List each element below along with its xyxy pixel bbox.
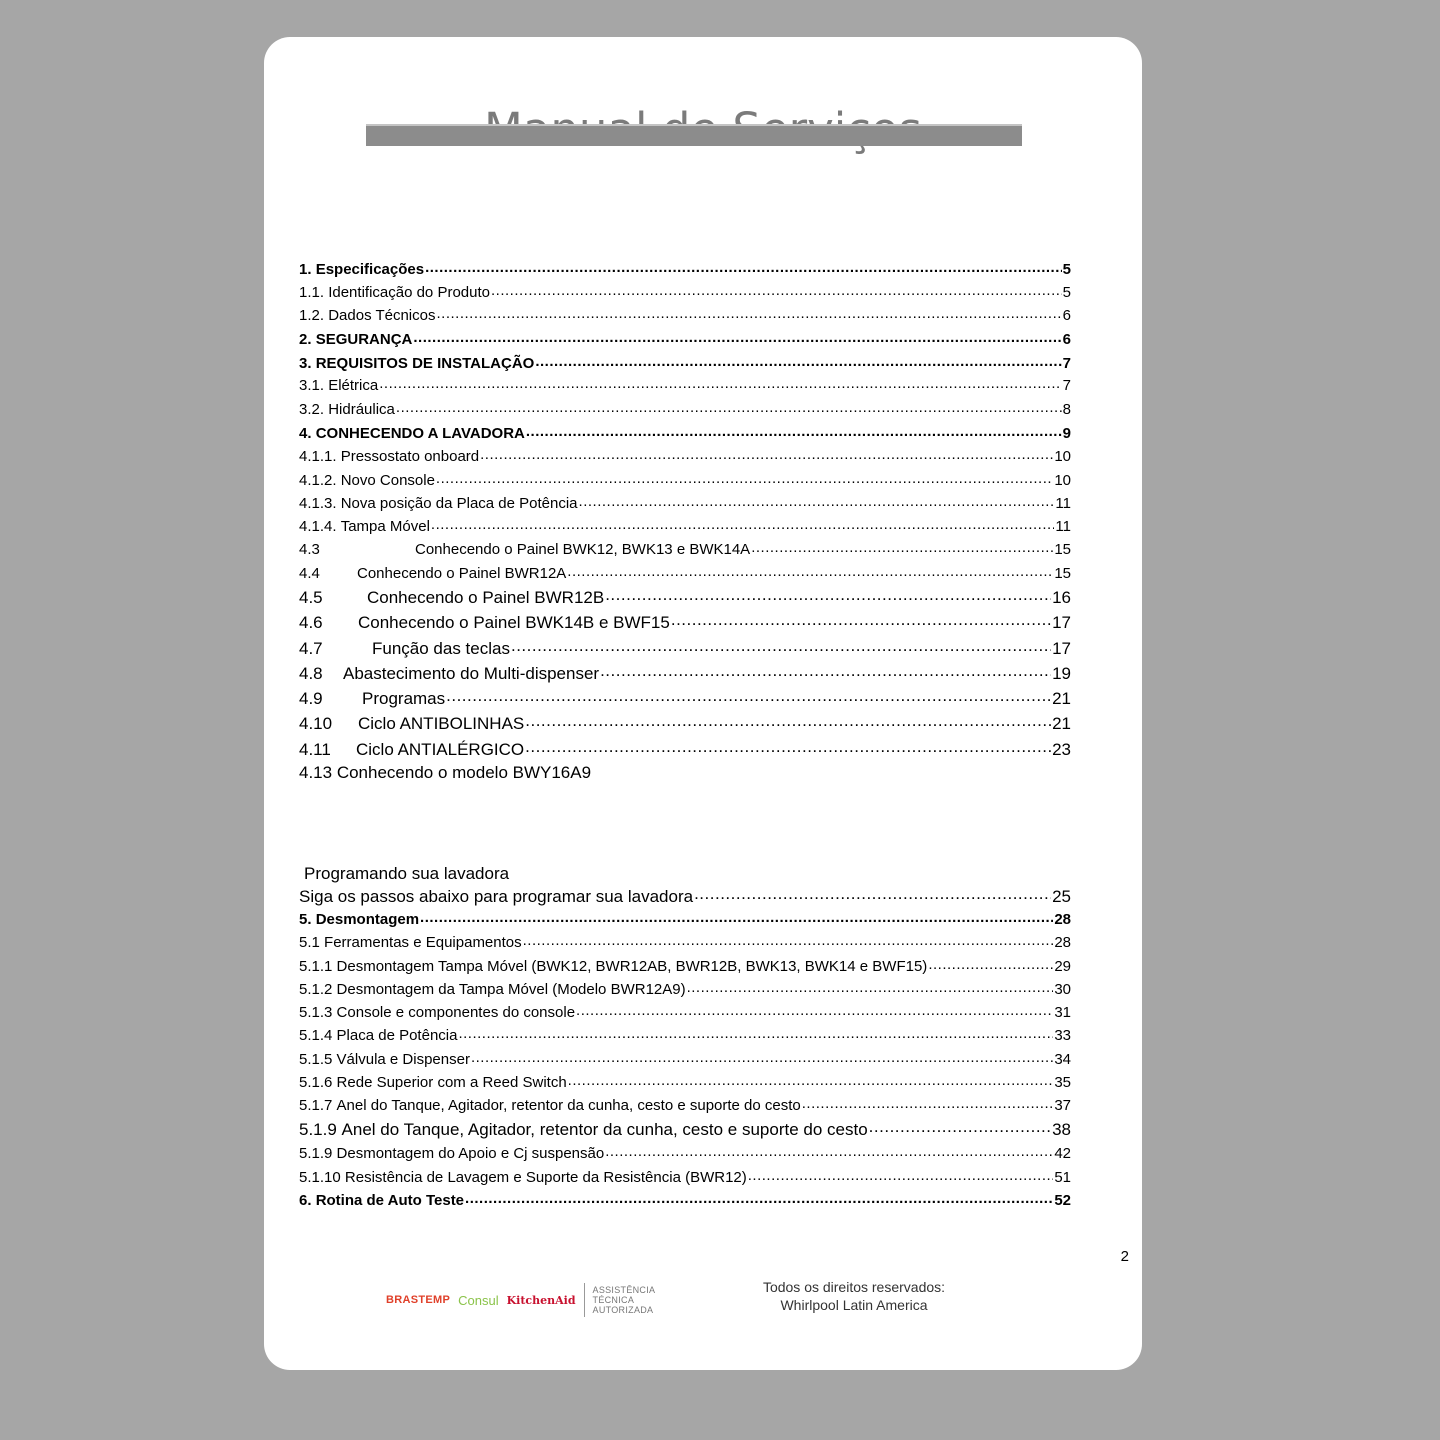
toc-entry[interactable]: [299, 611, 1071, 633]
toc-entry-number: 4.11: [299, 740, 331, 759]
dot-leader: [928, 956, 1053, 971]
toc-entry-number: 5.1.10: [299, 1169, 341, 1186]
dot-leader: [523, 932, 1054, 947]
toc-entry-page: 11: [1055, 495, 1071, 512]
toc-entry-number: 5.1.2: [299, 981, 333, 998]
toc-entry[interactable]: [299, 1167, 1071, 1186]
dot-leader: [694, 885, 1051, 902]
toc-entry-page: 31: [1054, 1004, 1071, 1021]
title-underline-bar: [366, 124, 1022, 146]
toc-entry-page: 19: [1052, 664, 1071, 683]
toc-entry-page: 21: [1052, 689, 1071, 708]
toc-entry-title: SEGURANÇA: [315, 331, 413, 348]
dot-leader: [446, 687, 1051, 704]
toc-entry-number: 1.2.: [299, 307, 325, 324]
dot-leader: [567, 563, 1053, 578]
toc-entry-number: 3.1.: [299, 377, 325, 394]
toc-entry-page: 15: [1054, 541, 1071, 558]
copyright-notice: [744, 1278, 964, 1314]
toc-entry-number: 4.1.4.: [299, 518, 337, 535]
toc-entry-page: 28: [1054, 934, 1071, 951]
toc-entry-number: 4.4: [299, 565, 320, 582]
dot-leader: [526, 423, 1062, 438]
section-heading: Programando sua lavadora: [304, 864, 510, 883]
toc-entry-page: 6: [1062, 307, 1071, 324]
dot-leader: [576, 1002, 1053, 1017]
toc-entry[interactable]: [299, 1025, 1071, 1044]
toc-entry-page: 9: [1062, 425, 1071, 442]
toc-entry-title: Tampa Móvel: [340, 518, 430, 535]
toc-entry-number: 5.1.7: [299, 1097, 333, 1114]
toc-entry[interactable]: [299, 687, 1071, 709]
toc-entry-number: 4.5: [299, 588, 323, 607]
toc-entry-title: Conhecendo o Painel BWK12, BWK13 e BWK14A: [415, 541, 751, 558]
toc-entry[interactable]: [299, 539, 1071, 558]
toc-entry-number: 4.3: [299, 541, 320, 558]
toc-entry[interactable]: [299, 1049, 1071, 1068]
dot-leader: [511, 637, 1051, 654]
toc-entry-page: 30: [1054, 981, 1071, 998]
dot-leader: [605, 1143, 1053, 1158]
toc-entry-title: Desmontagem: [315, 911, 420, 928]
dot-leader: [471, 1049, 1053, 1064]
toc-entry-page: 17: [1052, 639, 1071, 658]
toc-entry-title: Siga os passos abaixo para programar sua lavadora: [299, 887, 694, 906]
toc-entry-title: REQUISITOS DE INSTALAÇÃO: [315, 355, 535, 372]
toc-entry-page: 52: [1054, 1192, 1071, 1209]
toc-entry-number: 5.1: [299, 934, 320, 951]
dot-leader: [748, 1167, 1054, 1182]
toc-entry-title: Anel do Tanque, Agitador, retentor da cunha, cesto e suporte do cesto: [341, 1120, 868, 1139]
toc-entry-number: 4.1.3.: [299, 495, 337, 512]
toc-entry[interactable]: [299, 956, 1071, 975]
page-number: 2: [1120, 1248, 1129, 1265]
toc-entry-number: 4.8: [299, 664, 323, 683]
toc-entry-title: Hidráulica: [328, 401, 395, 418]
dot-leader: [480, 446, 1053, 461]
dot-leader: [751, 539, 1053, 554]
toc-entry-page: 34: [1054, 1051, 1071, 1068]
toc-entry-title: Conhecendo o Painel BWR12A: [357, 565, 567, 582]
toc-entry-page: 23: [1052, 740, 1071, 759]
toc-entry-title: Abastecimento do Multi-dispenser: [343, 664, 600, 683]
toc-entry-number: 5.1.5: [299, 1051, 333, 1068]
toc-entry[interactable]: [299, 763, 591, 783]
toc-entry[interactable]: [299, 979, 1071, 998]
toc-entry-title: Pressostato onboard: [340, 448, 480, 465]
toc-entry-page: 28: [1054, 911, 1071, 928]
assistance-line: TÉCNICA: [592, 1295, 635, 1305]
toc-entry[interactable]: [299, 423, 1071, 442]
toc-entry-number: 5.1.9: [299, 1120, 337, 1139]
toc-entry[interactable]: [299, 399, 1071, 418]
toc-entry-number: 5.1.9: [299, 1145, 333, 1162]
kitchenaid-logo: KitchenAid: [506, 1293, 576, 1307]
toc-entry[interactable]: [299, 738, 1071, 760]
toc-entry-title: Desmontagem Tampa Móvel (BWK12, BWR12AB, BWR12B, BWK13, BWK14 e BWF15): [336, 958, 928, 975]
dot-leader: [491, 282, 1062, 297]
toc-entry-page: 6: [1062, 331, 1071, 348]
dot-leader: [431, 516, 1055, 531]
toc-entry-title: Resistência de Lavagem e Suporte da Resistência (BWR12): [344, 1169, 747, 1186]
toc-entry[interactable]: [299, 329, 1071, 348]
toc-entry[interactable]: [299, 516, 1071, 535]
dot-leader: [579, 493, 1055, 508]
assistance-line: ASSISTÊNCIA: [592, 1285, 656, 1295]
toc-entry-title: Conhecendo o Painel BWK14B e BWF15: [358, 613, 670, 632]
toc-entry-page: 42: [1054, 1145, 1071, 1162]
dot-leader: [802, 1095, 1054, 1110]
toc-entry-title: Ferramentas e Equipamentos: [324, 934, 522, 951]
toc-entry-title: CONHECENDO A LAVADORA: [315, 425, 525, 442]
toc-entry-page: 16: [1052, 588, 1071, 607]
toc-entry-page: 33: [1054, 1027, 1071, 1044]
dot-leader: [525, 712, 1051, 729]
toc-entry[interactable]: [299, 909, 1071, 928]
toc-entry-number: 5.1.4: [299, 1027, 333, 1044]
assistance-line: AUTORIZADA: [592, 1305, 654, 1315]
toc-entry[interactable]: [299, 1072, 1071, 1091]
toc-entry-page: 51: [1054, 1169, 1071, 1186]
dot-leader: [605, 586, 1051, 603]
dot-leader: [869, 1118, 1051, 1135]
toc-entry-page: 21: [1052, 714, 1071, 733]
toc-entry[interactable]: [299, 563, 1071, 582]
toc-entry-number: 1.1.: [299, 284, 325, 301]
toc-entry-page: 29: [1054, 958, 1071, 975]
toc-entry[interactable]: [299, 932, 1071, 951]
dot-leader: [525, 738, 1051, 755]
toc-entry-number: 4.6: [299, 613, 323, 632]
toc-entry-number: 4.1.1.: [299, 448, 337, 465]
logo-divider: [584, 1283, 585, 1317]
toc-entry-title: Nova posição da Placa de Potência: [340, 495, 578, 512]
toc-entry-page: 15: [1054, 565, 1071, 582]
toc-entry[interactable]: [299, 353, 1071, 372]
toc-entry[interactable]: [299, 662, 1071, 684]
toc-entry-title: Programas: [362, 689, 446, 708]
toc-entry-title: Anel do Tanque, Agitador, retentor da cunha, cesto e suporte do cesto: [336, 1097, 801, 1114]
toc-entry[interactable]: [299, 885, 1071, 907]
toc-entry-title: Ciclo ANTIBOLINHAS: [358, 714, 525, 733]
dot-leader: [465, 1190, 1053, 1205]
toc-entry-page: 5: [1062, 261, 1071, 278]
dot-leader: [436, 305, 1061, 320]
dot-leader: [687, 979, 1054, 994]
toc-entry[interactable]: [299, 470, 1071, 489]
document-page: [264, 37, 1142, 1370]
toc-entry-number: 6.: [299, 1192, 312, 1209]
copyright-line: Whirlpool Latin America: [780, 1297, 928, 1313]
dot-leader: [420, 909, 1053, 924]
toc-entry-number: 4.13: [299, 763, 333, 782]
dot-leader: [436, 470, 1053, 485]
toc-entry-title: Elétrica: [328, 377, 379, 394]
toc-entry-number: 4.10: [299, 714, 333, 733]
toc-entry-page: 25: [1052, 887, 1071, 906]
toc-entry-number: 4.: [299, 425, 312, 442]
toc-entry-page: 17: [1052, 613, 1071, 632]
toc-entry[interactable]: [299, 712, 1071, 734]
toc-entry-page: 37: [1054, 1097, 1071, 1114]
toc-entry-number: 1.: [299, 261, 312, 278]
toc-entry-title: Placa de Potência: [336, 1027, 458, 1044]
toc-entry-page: 5: [1062, 284, 1071, 301]
toc-entry-page: 7: [1062, 377, 1071, 394]
toc-entry-page: 38: [1052, 1120, 1071, 1139]
toc-entry-number: 5.: [299, 911, 312, 928]
toc-entry-number: 3.: [299, 355, 312, 372]
toc-entry-title: Desmontagem da Tampa Móvel (Modelo BWR12A9): [336, 981, 686, 998]
toc-entry-title: Função das teclas: [372, 639, 510, 658]
toc-entry-title: Dados Técnicos: [328, 307, 436, 324]
toc-entry-title: Conhecendo o modelo BWY16A9: [336, 763, 592, 782]
toc-entry-title: Ciclo ANTIALÉRGICO: [356, 740, 525, 759]
toc-entry[interactable]: [299, 282, 1071, 301]
brand-logos: [386, 1283, 655, 1317]
toc-entry[interactable]: [299, 259, 1071, 278]
toc-entry-page: 10: [1054, 448, 1071, 465]
dot-leader: [535, 353, 1061, 368]
dot-leader: [568, 1072, 1054, 1087]
toc-entry-page: 7: [1062, 355, 1071, 372]
toc-entry-number: 4.7: [299, 639, 323, 658]
toc-entry-number: 4.1.2.: [299, 472, 337, 489]
toc-entry-number: 5.1.3: [299, 1004, 333, 1021]
toc-entry[interactable]: [299, 586, 1071, 608]
toc-entry[interactable]: [299, 637, 1071, 659]
dot-leader: [396, 399, 1062, 414]
dot-leader: [671, 611, 1051, 628]
dot-leader: [379, 375, 1061, 390]
toc-entry[interactable]: [299, 1118, 1071, 1140]
toc-entry-page: 11: [1055, 518, 1071, 535]
toc-entry[interactable]: [299, 446, 1071, 465]
dot-leader: [413, 329, 1061, 344]
brastemp-logo: BRASTEMP: [386, 1294, 451, 1306]
toc-entry[interactable]: [299, 493, 1071, 512]
dot-leader: [600, 662, 1051, 679]
copyright-line: Todos os direitos reservados:: [762, 1279, 946, 1295]
toc-entry-number: 5.1.1: [299, 958, 333, 975]
toc-entry[interactable]: [299, 305, 1071, 324]
toc-entry-number: 4.9: [299, 689, 323, 708]
dot-leader: [425, 259, 1062, 274]
toc-entry-number: 2.: [299, 331, 312, 348]
toc-entry-title: Novo Console: [340, 472, 435, 489]
toc-entry-title: Especificações: [315, 261, 425, 278]
toc-entry[interactable]: [299, 375, 1071, 394]
toc-entry-title: Válvula e Dispenser: [336, 1051, 470, 1068]
toc-entry-number: 3.2.: [299, 401, 325, 418]
toc-entry-title: Console e componentes do console: [336, 1004, 576, 1021]
toc-entry-title: Rotina de Auto Teste: [315, 1192, 465, 1209]
toc-entry-title: Desmontagem do Apoio e Cj suspensão: [336, 1145, 605, 1162]
toc-entry-page: 10: [1054, 472, 1071, 489]
toc-entry-page: 8: [1062, 401, 1071, 418]
consul-logo: Consul: [458, 1292, 499, 1308]
toc-entry[interactable]: [299, 1002, 1071, 1021]
toc-entry[interactable]: [299, 1095, 1071, 1114]
toc-entry[interactable]: [299, 1190, 1071, 1209]
assistance-label: [593, 1285, 656, 1315]
toc-entry-title: Conhecendo o Painel BWR12B: [367, 588, 605, 607]
toc-entry-page: 35: [1054, 1074, 1071, 1091]
toc-entry-number: 5.1.6: [299, 1074, 333, 1091]
toc-entry-title: Identificação do Produto: [328, 284, 490, 301]
dot-leader: [458, 1025, 1053, 1040]
toc-entry-title: Rede Superior com a Reed Switch: [336, 1074, 567, 1091]
toc-entry[interactable]: [299, 1143, 1071, 1162]
